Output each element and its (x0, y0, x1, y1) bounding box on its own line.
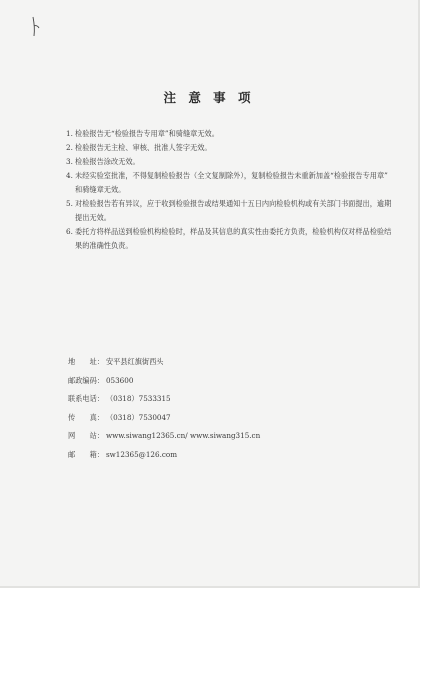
fax-row (68, 413, 260, 432)
note-text: 未经实验室批准，不得复制检验报告（全文复制除外），复制检验报告未重新加盖“检验报告专用章” 和骑缝章无效。 (75, 171, 388, 194)
email-value: sw12365@126.com (105, 449, 178, 459)
fax-label: 传 真： (68, 412, 104, 422)
note-text: 检验报告无主检、审核、批准人签字无效。 (75, 143, 212, 152)
phone-value: （0318）7533315 (105, 394, 171, 403)
address-row (68, 357, 260, 376)
notes-list (66, 127, 396, 253)
note-number: 5. (66, 199, 73, 208)
fax-value: （0318）7530047 (105, 412, 171, 422)
note-item (66, 127, 396, 141)
postcode-row (68, 376, 260, 395)
contact-info (68, 357, 260, 468)
email-row (68, 450, 260, 469)
postcode-label: 邮政编码： (68, 375, 104, 385)
note-number: 4. (66, 171, 73, 180)
note-item (66, 225, 396, 253)
website-value: www.siwang12365.cn/ www.siwang315.cn (105, 431, 261, 440)
phone-label: 联系电话： (68, 394, 104, 403)
address-label: 地 址： (68, 357, 104, 366)
page-title: 注 意 事 项 (163, 90, 255, 105)
phone-row (68, 394, 260, 413)
email-label: 邮 箱： (68, 449, 104, 459)
note-item (66, 197, 396, 225)
note-number: 6. (66, 227, 73, 236)
note-item (66, 155, 396, 169)
note-number: 2. (66, 143, 73, 152)
note-text: 检验报告无“检验报告专用章”和骑缝章无效。 (75, 129, 219, 138)
note-item (66, 169, 396, 197)
note-text: 对检验报告若有异议，应于收到检验报告或结果通知十五日内向检验机构或有关部门书面提出，逾期提出无效。 (75, 199, 392, 222)
website-label: 网 站： (68, 431, 104, 440)
note-item (66, 141, 396, 155)
note-text: 委托方将样品送到检验机构检验时，样品及其信息的真实性由委托方负责，检验机构仅对样品检验结果的准确性负责。 (75, 227, 392, 250)
pen-mark (30, 16, 40, 38)
note-number: 3. (66, 157, 73, 166)
website-row (68, 431, 260, 450)
address-value: 安平县红旗街西头 (105, 357, 164, 366)
note-text: 检验报告涂改无效。 (75, 157, 140, 166)
postcode-value: 053600 (105, 375, 134, 385)
note-number: 1. (66, 129, 73, 138)
